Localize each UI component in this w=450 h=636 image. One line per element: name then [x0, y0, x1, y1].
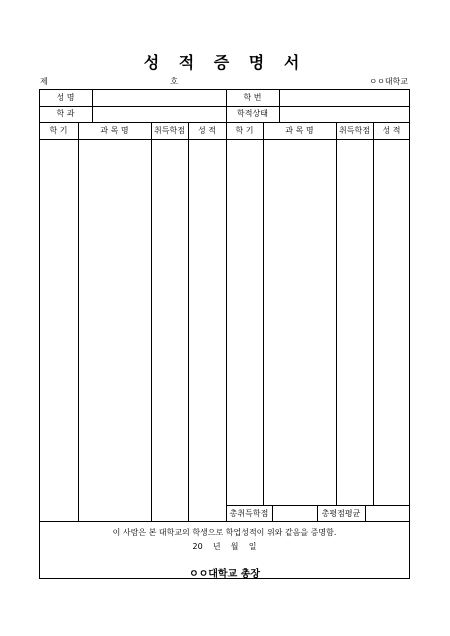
divider-col-course-left	[151, 122, 152, 521]
divider-row2	[39, 122, 410, 123]
date-line: 20 년 월 일	[192, 542, 257, 551]
divider-summary-1	[272, 505, 273, 521]
divider-col-semester-right	[263, 122, 264, 505]
divider-col-semester-left	[78, 122, 79, 521]
divider-center	[226, 89, 227, 521]
student-id-label: 학 번	[243, 93, 262, 102]
divider-header	[39, 139, 410, 140]
divider-info-label-left	[92, 89, 93, 122]
status-label: 학적상태	[237, 109, 268, 118]
header-credits-right: 취득학점	[339, 126, 370, 135]
header-semester-right: 학 기	[235, 126, 254, 135]
university-label: ㅇㅇ대학교	[369, 77, 408, 86]
divider-summary-bottom	[39, 521, 410, 522]
certification-text: 이 사람은 본 대학교의 학생으로 학업성적이 위와 같음을 증명함.	[112, 528, 337, 537]
header-course-right: 과 목 명	[285, 126, 314, 135]
total-credits-label: 총취득학점	[229, 509, 269, 518]
gpa-label: 총평점평균	[321, 509, 361, 518]
divider-col-credits-left	[188, 122, 189, 521]
document-title: 성 적 증 명 서	[143, 53, 307, 72]
divider-summary-3	[365, 505, 366, 521]
header-course-left: 과 목 명	[100, 126, 129, 135]
name-label: 성 명	[56, 93, 75, 102]
header-semester-left: 학 기	[49, 126, 68, 135]
divider-info-label-right	[279, 89, 280, 122]
header-credits-left: 취득학점	[154, 126, 185, 135]
header-grade-right: 성 적	[382, 126, 401, 135]
department-label: 학 과	[56, 109, 75, 118]
divider-col-credits-right	[373, 122, 374, 505]
document-number-label: 제 호	[40, 77, 238, 86]
divider-row1	[39, 106, 410, 107]
signature-line: ㅇㅇ대학교 총장	[188, 569, 261, 580]
divider-col-course-right	[336, 122, 337, 505]
header-grade-left: 성 적	[198, 126, 216, 135]
divider-summary-top	[226, 505, 410, 506]
